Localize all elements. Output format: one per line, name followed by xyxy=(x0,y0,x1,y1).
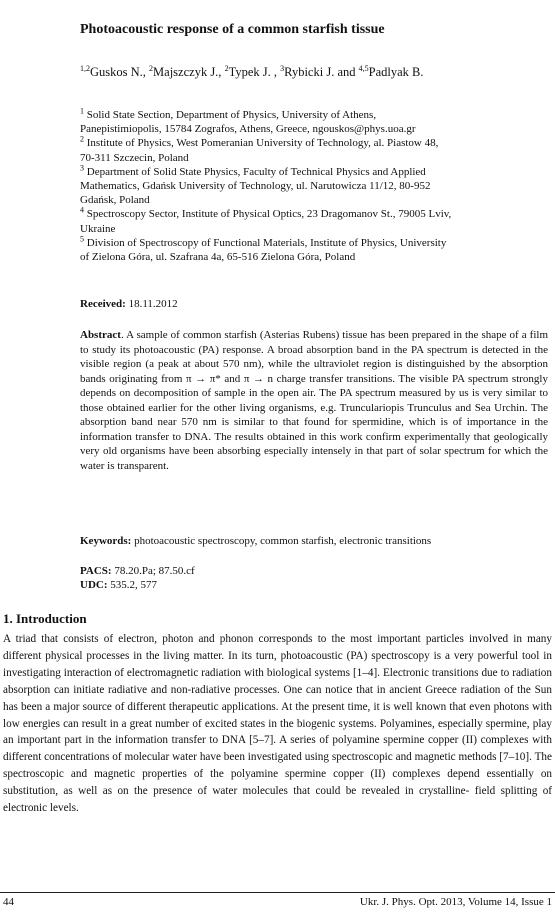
paper-title: Photoacoustic response of a common starfish tissue xyxy=(80,22,385,37)
classification-codes xyxy=(80,564,548,592)
journal-reference: Ukr. J. Phys. Opt. 2013, Volume 14, Issue 1 xyxy=(359,896,552,908)
abstract: Abstract. A sample of common starfish (Asterias Rubens) tissue has been prepared in the shape of a film to study its photoacoustic (PA) response. A broad absorption band in the PA spectrum is detected in the visible region (a peak at about 570 nm), while the ultraviolet region is distinguished by the absorption bands originating from π → π* and π → n charge transfer transitions. The visible PA spectrum strongly depends on decomposition of sample in the open air. The PA spectrum measured by us is very similar to those obtained earlier for the other living organisms, e.g. Trunculariopis Trunculus and Sea Urchin. The absorption band near 570 nm is similar to that found for spermidine, which is of importance in the information transfer to DNA. The results obtained in this work confirm experimentally that geologically very old organisms have been absorbing especially intensely in that part of solar spectrum for which the water is transparent. xyxy=(80,329,549,472)
author-list xyxy=(80,65,548,80)
abstract-label: Abstract xyxy=(80,329,121,341)
author: $^2$Typek J. , xyxy=(224,63,281,79)
page-number: 44 xyxy=(3,896,14,908)
affiliation: $^3$ Department of Solid State Physics, Faculty of Technical Physics and Applied Mathematics, Gdańsk University of Technology, ul. Narutowicza 11/12, 80-952 Gdańsk, Poland xyxy=(80,163,431,207)
author: $^2$Majszczyk J., xyxy=(149,63,225,79)
affiliation: $^4$ Spectroscopy Sector, Institute of Physical Optics, 23 Dragomanov St., 79005 Lviv, Ukraine xyxy=(80,205,452,235)
author: $^3$Rybicki J. and xyxy=(280,63,359,79)
section-heading: 1. Introduction xyxy=(3,611,87,626)
received-date: Received: 18.11.2012 xyxy=(80,298,178,310)
affiliation: $^2$ Institute of Physics, West Pomeranian University of Technology, al. Piastow 48, 70-311 Szczecin, Poland xyxy=(80,134,439,164)
introduction-text: A triad that consists of electron, photon and phonon corresponds to the most important particles involved in many different physical processes in the living matter. In its turn, photoacoustic (PA) spectroscopy is a very powerful tool in investigating interaction of electromagnetic radiation with biological systems [1–4]. Electronic transitions due to radiation absorption can initiate radiative and non-radiative processes. One can notice that in ancient Greece radiation of the Sun has been a major source of different therapeutic applications. At the present time, it is well known that even photons with low energies can result in a great number of excited states in the biogenic systems. Polyamines, especially spermine, play an important part in the information transfer to DNA [5–7]. A series of polyamine spermine copper (II) complexes with different concentrations of molecular water have been investigated using spectroscopic and magnetic methods [7–10]. The spectroscopic and magnetic properties of the polyamine spermine copper (II) complexes depend essentially on substitution, as well as on the presence of water molecules that could be revealed in crystalline- field splitting of electronic levels. xyxy=(3,633,553,815)
author: $^{4,5}$Padlyak B. xyxy=(358,63,424,79)
pacs-code: PACS: 78.20.Pa; 87.50.cf xyxy=(80,565,195,577)
author: $^{1,2}$Guskos N., xyxy=(80,63,150,79)
footer-rule xyxy=(0,892,555,893)
affiliation: $^1$ Solid State Section, Department of Physics, University of Athens, Panepistimiopolis, 15784 Zografos, Athens, Greece, ngouskos@phys.uoa.gr xyxy=(80,106,416,136)
affiliation-list xyxy=(80,108,548,264)
affiliation: $^5$ Division of Spectroscopy of Functional Materials, Institute of Physics, University of Zielona Góra, ul. Szafrana 4a, 65-516 Zielona Góra, Poland xyxy=(80,234,447,264)
udc-code: UDC: 535.2, 577 xyxy=(80,579,157,591)
keywords: Keywords: photoacoustic spectroscopy, common starfish, electronic transitions xyxy=(80,535,432,547)
